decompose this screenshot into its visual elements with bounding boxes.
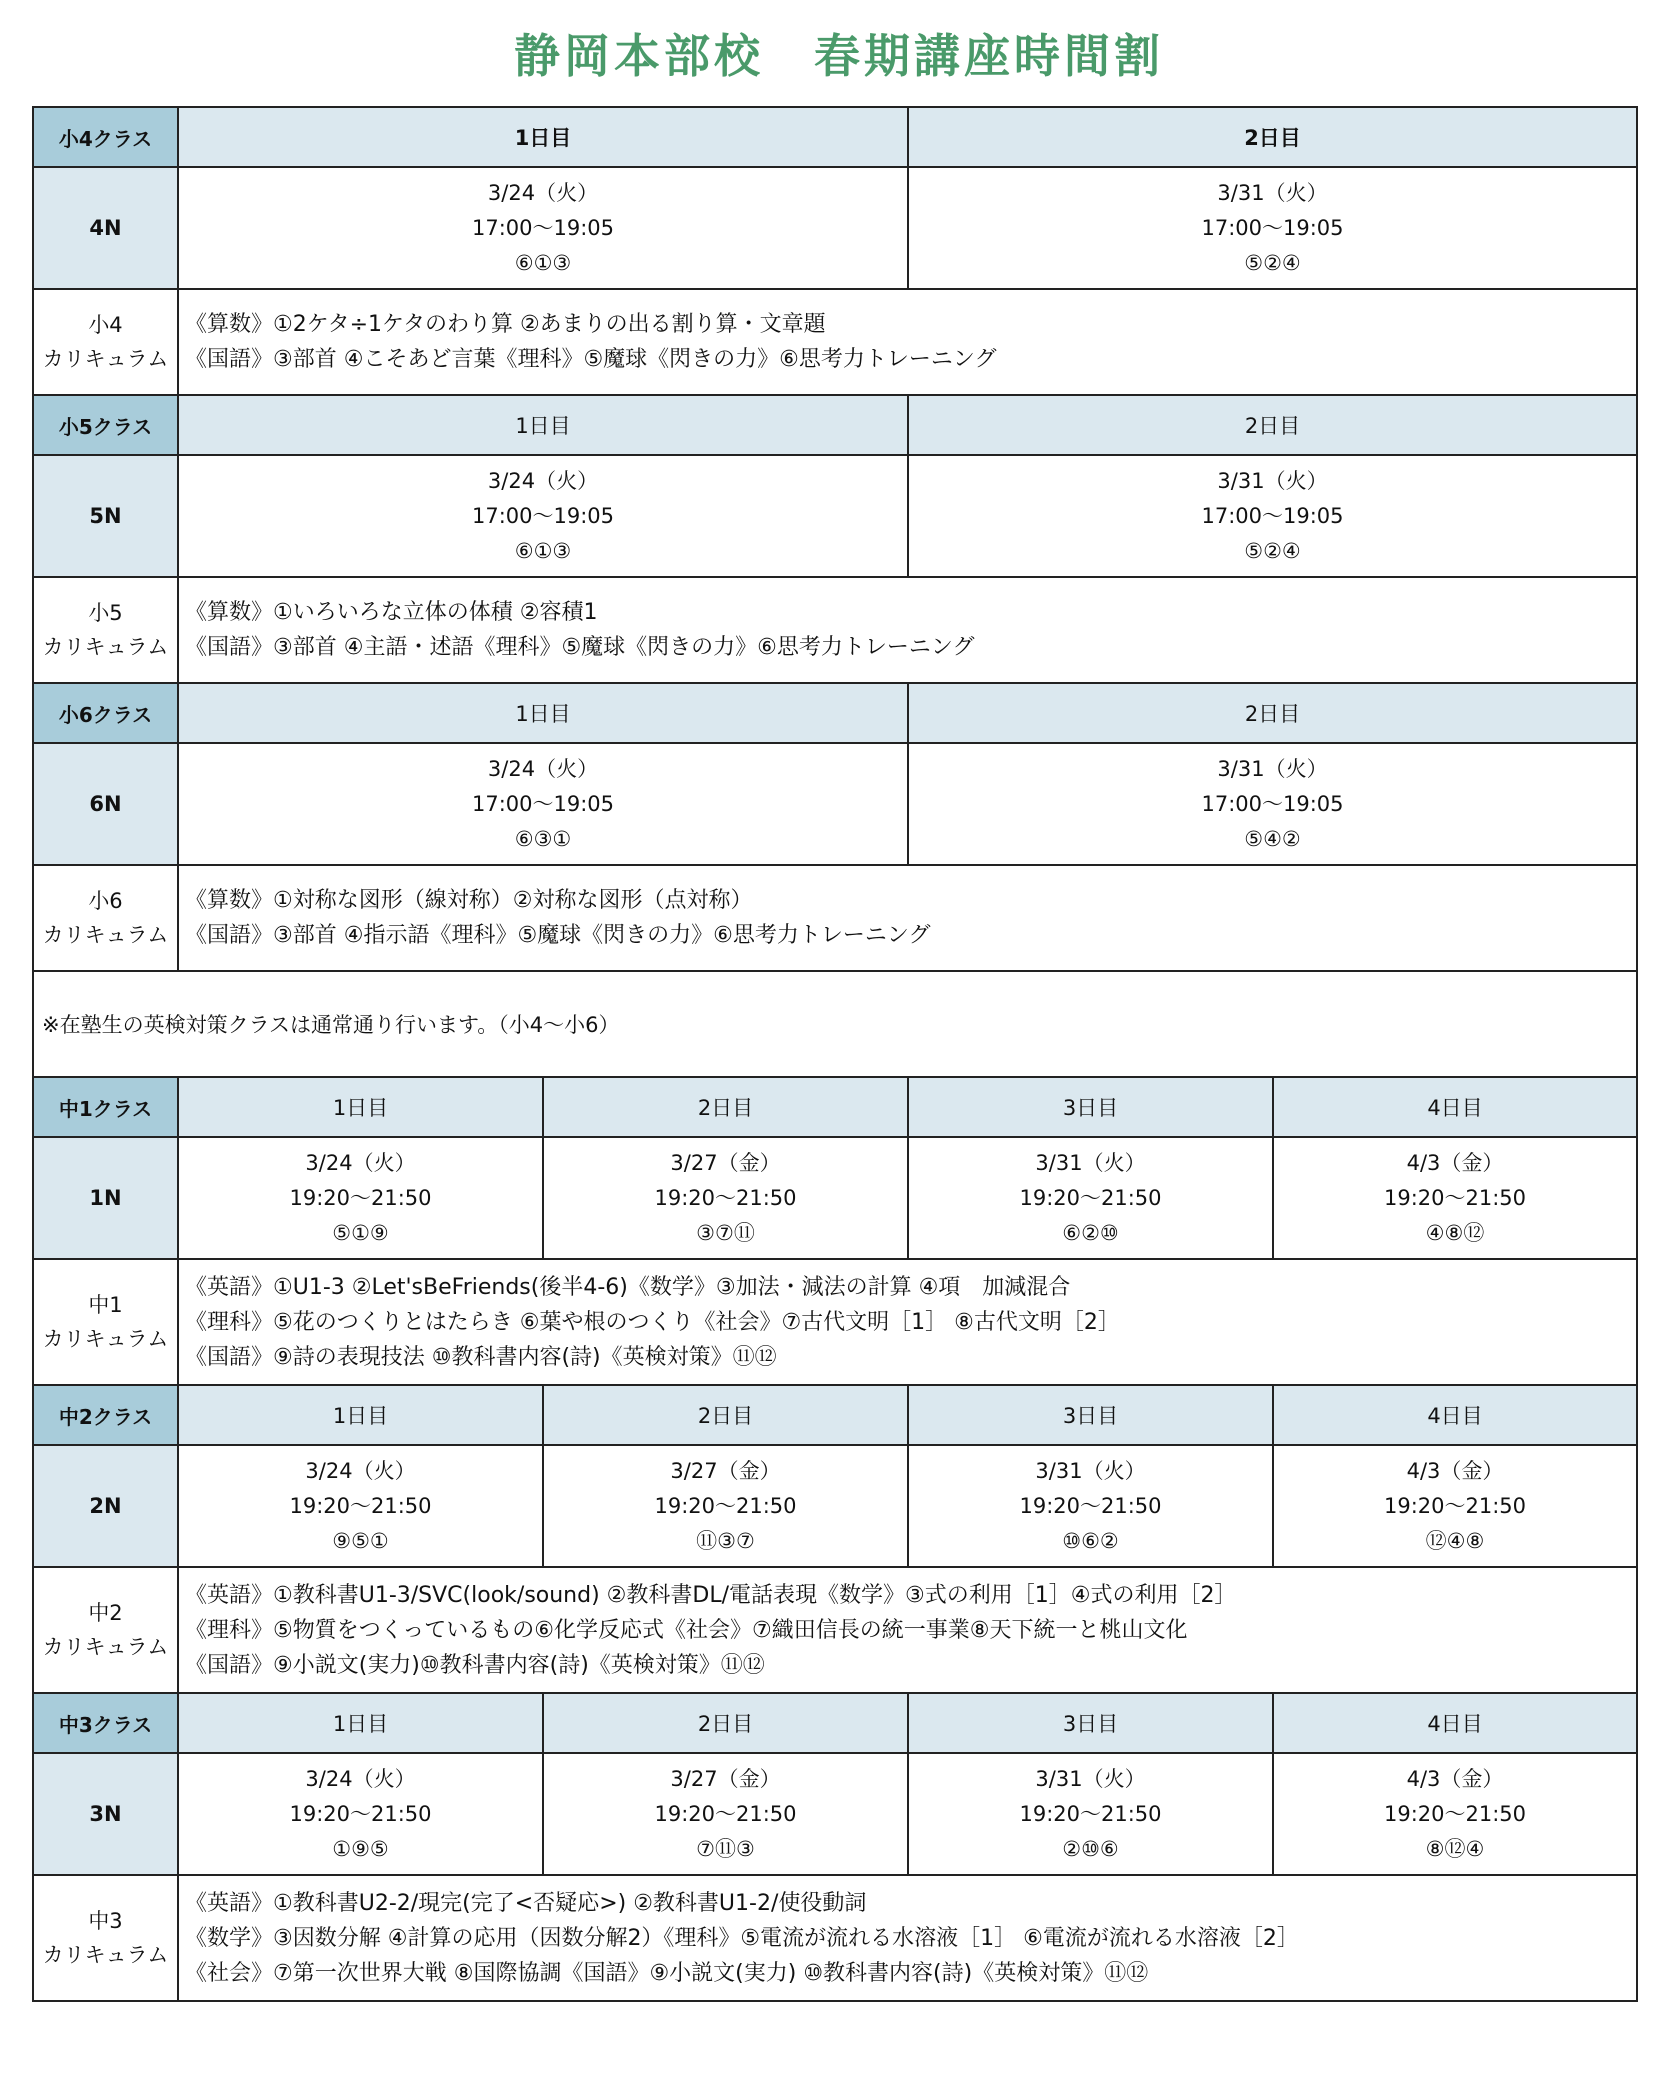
- class-label: 小6クラス: [33, 683, 178, 743]
- curriculum-row: [33, 1875, 1637, 2001]
- session-order: ⑪③⑦: [696, 1528, 755, 1553]
- note-text: ※在塾生の英検対策クラスは通常通り行います。（小4〜小6）: [33, 971, 1637, 1077]
- session-cell: [178, 455, 908, 577]
- curriculum-text: 《英語》①U1-3 ②Let'sBeFriends(後半4-6)《数学》③加法・減法の計算 ④項 加減混合 《理科》⑤花のつくりとはたらき ⑥葉や根のつくり《社会》⑦古代文明［1］ ⑧古代文明［2］ 《国語》⑨詩の表現技法 ⑩教科書内容(詩)《英検対策》⑪⑫: [178, 1259, 1637, 1385]
- curriculum-row: [33, 865, 1637, 971]
- session-cell: [908, 1753, 1273, 1875]
- curriculum-label: 中1 カリキュラム: [33, 1259, 178, 1385]
- curriculum-row: [33, 289, 1637, 395]
- curriculum-text: 《英語》①教科書U1-3/SVC(look/sound) ②教科書DL/電話表現《数学》③式の利用［1］④式の利用［2］ 《理科》⑤物質をつくっているもの⑥化学反応式《社会》⑦織田信長の統一事業⑧天下統一と桃山文化 《国語》⑨小説文(実力)⑩教科書内容(詩)《英検対策》⑪⑫: [178, 1567, 1637, 1693]
- session-time: 17:00〜19:05: [471, 215, 615, 240]
- day-label: 1日目: [178, 395, 908, 455]
- session-order: ⑥③①: [514, 826, 572, 851]
- day-label: 1日目: [178, 683, 908, 743]
- session-order: ⑧⑫④: [1425, 1836, 1485, 1861]
- session-date: 3/31（火）: [1217, 756, 1328, 781]
- class-label: 小4クラス: [33, 107, 178, 167]
- session-order: ⑥②⑩: [1062, 1220, 1119, 1245]
- session-order: ⑤①⑨: [332, 1220, 389, 1245]
- session-time: 19:20〜21:50: [1019, 1185, 1162, 1210]
- session-cell: [178, 1445, 543, 1567]
- day-label: 2日目: [908, 107, 1637, 167]
- session-order: ⑥①③: [514, 250, 572, 275]
- curriculum-text: 《算数》①いろいろな立体の体積 ②容積1 《国語》③部首 ④主語・述語《理科》⑤魔球《閃きの力》⑥思考力トレーニング: [178, 577, 1637, 683]
- day-label: 2日目: [908, 395, 1637, 455]
- session-time: 17:00〜19:05: [1201, 791, 1344, 816]
- session-date: 3/24（火）: [305, 1766, 416, 1791]
- curriculum-label: 中3 カリキュラム: [33, 1875, 178, 2001]
- session-date: 3/24（火）: [487, 180, 599, 205]
- session-time: 19:20〜21:50: [1019, 1801, 1162, 1826]
- curriculum-row: [33, 577, 1637, 683]
- session-time: 17:00〜19:05: [471, 503, 615, 528]
- schedule-row: [33, 167, 1637, 289]
- session-time: 19:20〜21:50: [289, 1493, 432, 1518]
- session-order: ①⑨⑤: [332, 1836, 389, 1861]
- note-row: [33, 971, 1637, 1077]
- session-cell: [543, 1137, 908, 1259]
- curriculum-row: [33, 1259, 1637, 1385]
- curriculum-text: 《算数》①対称な図形（線対称）②対称な図形（点対称） 《国語》③部首 ④指示語《理科》⑤魔球《閃きの力》⑥思考力トレーニング: [178, 865, 1637, 971]
- schedule-row: [33, 1445, 1637, 1567]
- class-code: 4N: [33, 167, 178, 289]
- header-row: [33, 683, 1637, 743]
- class-code: 6N: [33, 743, 178, 865]
- class-label: 中2クラス: [33, 1385, 178, 1445]
- session-cell: [908, 455, 1637, 577]
- session-cell: [908, 1445, 1273, 1567]
- session-cell: [1273, 1753, 1637, 1875]
- session-order: ⑩⑥②: [1062, 1528, 1119, 1553]
- session-time: 19:20〜21:50: [1019, 1493, 1162, 1518]
- class-code: 3N: [33, 1753, 178, 1875]
- session-time: 19:20〜21:50: [1383, 1493, 1527, 1518]
- session-cell: [1273, 1137, 1637, 1259]
- day-label: 1日目: [178, 1077, 543, 1137]
- session-order: ②⑩⑥: [1062, 1836, 1119, 1861]
- session-order: ⑨⑤①: [332, 1528, 389, 1553]
- session-time: 19:20〜21:50: [289, 1801, 432, 1826]
- session-time: 17:00〜19:05: [1201, 503, 1344, 528]
- session-date: 4/3（金）: [1406, 1766, 1504, 1791]
- session-date: 3/31（火）: [1035, 1458, 1146, 1483]
- session-order: ⑤②④: [1244, 250, 1301, 275]
- session-date: 3/31（火）: [1035, 1150, 1146, 1175]
- session-time: 19:20〜21:50: [1383, 1801, 1527, 1826]
- day-label: 2日目: [543, 1385, 908, 1445]
- session-cell: [178, 743, 908, 865]
- session-cell: [178, 167, 908, 289]
- session-cell: [908, 167, 1637, 289]
- session-order: ③⑦⑪: [696, 1220, 755, 1245]
- curriculum-row: [33, 1567, 1637, 1693]
- day-label: 4日目: [1273, 1077, 1637, 1137]
- session-cell: [908, 743, 1637, 865]
- session-date: 3/31（火）: [1217, 180, 1328, 205]
- schedule-row: [33, 1137, 1637, 1259]
- schedule-row: [33, 455, 1637, 577]
- day-label: 4日目: [1273, 1693, 1637, 1753]
- day-label: 1日目: [178, 1693, 543, 1753]
- day-label: 2日目: [543, 1693, 908, 1753]
- day-label: 2日目: [908, 683, 1637, 743]
- curriculum-label: 小5 カリキュラム: [33, 577, 178, 683]
- day-label: 4日目: [1273, 1385, 1637, 1445]
- session-time: 17:00〜19:05: [1201, 215, 1344, 240]
- class-code: 1N: [33, 1137, 178, 1259]
- schedule-row: [33, 743, 1637, 865]
- curriculum-label: 小4 カリキュラム: [33, 289, 178, 395]
- timetable: [32, 106, 1638, 2002]
- curriculum-label: 中2 カリキュラム: [33, 1567, 178, 1693]
- session-cell: [1273, 1445, 1637, 1567]
- session-time: 19:20〜21:50: [654, 1185, 797, 1210]
- session-cell: [543, 1753, 908, 1875]
- curriculum-text: 《算数》①2ケタ÷1ケタのわり算 ②あまりの出る割り算・文章題 《国語》③部首 ④こそあど言葉《理科》⑤魔球《閃きの力》⑥思考力トレーニング: [178, 289, 1637, 395]
- session-date: 3/27（金）: [670, 1766, 781, 1791]
- session-date: 3/31（火）: [1217, 468, 1328, 493]
- session-time: 19:20〜21:50: [1383, 1185, 1527, 1210]
- day-label: 3日目: [908, 1693, 1273, 1753]
- session-time: 19:20〜21:50: [654, 1801, 797, 1826]
- page-title: 静岡本部校 春期講座時間割: [514, 29, 1164, 83]
- class-label: 小5クラス: [33, 395, 178, 455]
- day-label: 3日目: [908, 1077, 1273, 1137]
- session-order: ⑫④⑧: [1425, 1528, 1485, 1553]
- session-cell: [178, 1137, 543, 1259]
- session-date: 3/24（火）: [487, 756, 599, 781]
- session-cell: [178, 1753, 543, 1875]
- curriculum-label: 小6 カリキュラム: [33, 865, 178, 971]
- session-order: ⑦⑪③: [696, 1836, 755, 1861]
- session-date: 4/3（金）: [1406, 1150, 1504, 1175]
- session-time: 19:20〜21:50: [289, 1185, 432, 1210]
- session-order: ⑤②④: [1244, 538, 1301, 563]
- header-row: [33, 395, 1637, 455]
- session-cell: [543, 1445, 908, 1567]
- header-row: [33, 1077, 1637, 1137]
- session-date: 3/27（金）: [670, 1458, 781, 1483]
- session-date: 3/24（火）: [305, 1458, 416, 1483]
- header-row: [33, 1385, 1637, 1445]
- session-order: ④⑧⑫: [1425, 1220, 1485, 1245]
- class-label: 中1クラス: [33, 1077, 178, 1137]
- session-order: ⑤④②: [1244, 826, 1301, 851]
- session-date: 3/27（金）: [670, 1150, 781, 1175]
- header-row: [33, 1693, 1637, 1753]
- curriculum-text: 《英語》①教科書U2-2/現完(完了<否疑応>) ②教科書U1-2/使役動詞 《数学》③因数分解 ④計算の応用（因数分解2）《理科》⑤電流が流れる水溶液［1］ ⑥電流が流れる水溶液［2］ 《社会》⑦第一次世界大戦 ⑧国際協調《国語》⑨小説文(実力) ⑩教科書内容(詩)《英検対策》⑪⑫: [178, 1875, 1637, 2001]
- class-code: 2N: [33, 1445, 178, 1567]
- day-label: 1日目: [178, 1385, 543, 1445]
- session-time: 19:20〜21:50: [654, 1493, 797, 1518]
- session-date: 4/3（金）: [1406, 1458, 1504, 1483]
- day-label: 3日目: [908, 1385, 1273, 1445]
- class-code: 5N: [33, 455, 178, 577]
- session-date: 3/31（火）: [1035, 1766, 1146, 1791]
- schedule-row: [33, 1753, 1637, 1875]
- day-label: 1日目: [178, 107, 908, 167]
- session-order: ⑥①③: [514, 538, 572, 563]
- session-cell: [908, 1137, 1273, 1259]
- day-label: 2日目: [543, 1077, 908, 1137]
- session-date: 3/24（火）: [487, 468, 599, 493]
- session-time: 17:00〜19:05: [471, 791, 615, 816]
- class-label: 中3クラス: [33, 1693, 178, 1753]
- header-row: [33, 107, 1637, 167]
- session-date: 3/24（火）: [305, 1150, 416, 1175]
